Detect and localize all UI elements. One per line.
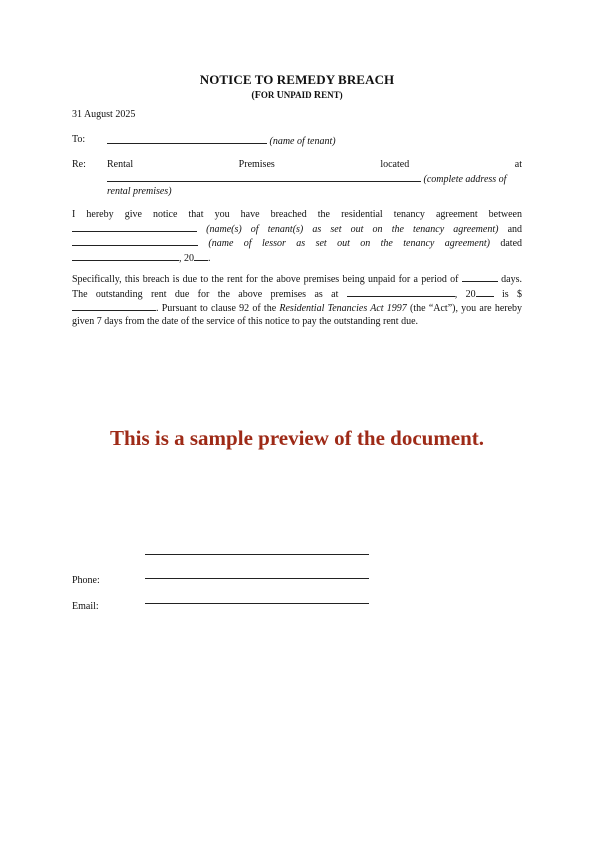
tenant-name-blank[interactable] <box>107 134 267 144</box>
tenant-name-hint: (name of tenant) <box>269 136 336 147</box>
address-hint-2: rental premises) <box>107 186 172 197</box>
breach-paragraph: I hereby give notice that you have breached the residential tenancy agreement between (name(s) of tenant(s) as set out on the tenancy agreement) and (name of lessor as set out on the tenancy agreement) dated , 20 . <box>72 209 523 264</box>
lessor-name-blank[interactable] <box>72 236 198 246</box>
to-label: To: <box>72 134 86 145</box>
to-field-row <box>107 134 336 147</box>
address-hint-1: (complete address of <box>423 173 507 185</box>
email-blank[interactable] <box>145 603 369 604</box>
re-heading-line <box>107 159 522 172</box>
address-blank[interactable] <box>107 172 421 182</box>
re-word-rental: Rental <box>107 159 134 170</box>
notice-date: 31 August 2025 <box>72 109 136 120</box>
unpaid-period-blank[interactable] <box>462 272 498 282</box>
as-at-year-blank[interactable] <box>476 287 494 297</box>
re-word-located: located <box>380 159 410 170</box>
document-title: NOTICE TO REMEDY BREACH <box>199 72 395 87</box>
agreement-year-blank[interactable] <box>194 251 208 261</box>
phone-label: Phone: <box>72 575 100 586</box>
unpaid-rent-paragraph: Specifically, this breach is due to the rent for the above premises being unpaid for a period of days. The outstanding rent due for the above premises as at , 20 is $. Pursuant to clause 92 of the Residential Tenancies Act 1997 (the “Act”), you are hereby given 7 days from the date of the service of this notice to pay the outstanding rent due. <box>72 274 523 327</box>
agreement-date-blank[interactable] <box>72 251 179 261</box>
sample-preview-watermark: This is a sample preview of the document. <box>109 426 485 450</box>
as-at-date-blank[interactable] <box>347 287 455 297</box>
phone-blank[interactable] <box>145 578 369 579</box>
re-label: Re: <box>72 159 86 170</box>
tenants-name-blank[interactable] <box>72 222 197 232</box>
email-label: Email: <box>72 601 99 612</box>
document-subtitle: (FOR UNPAID RENT) <box>251 90 343 101</box>
rent-amount-blank[interactable] <box>72 301 156 311</box>
re-field-block <box>107 159 522 199</box>
re-address-line <box>107 172 522 187</box>
re-word-premises: Premises <box>238 159 275 170</box>
signature-blank[interactable] <box>145 554 369 555</box>
re-word-at: at <box>514 159 522 170</box>
